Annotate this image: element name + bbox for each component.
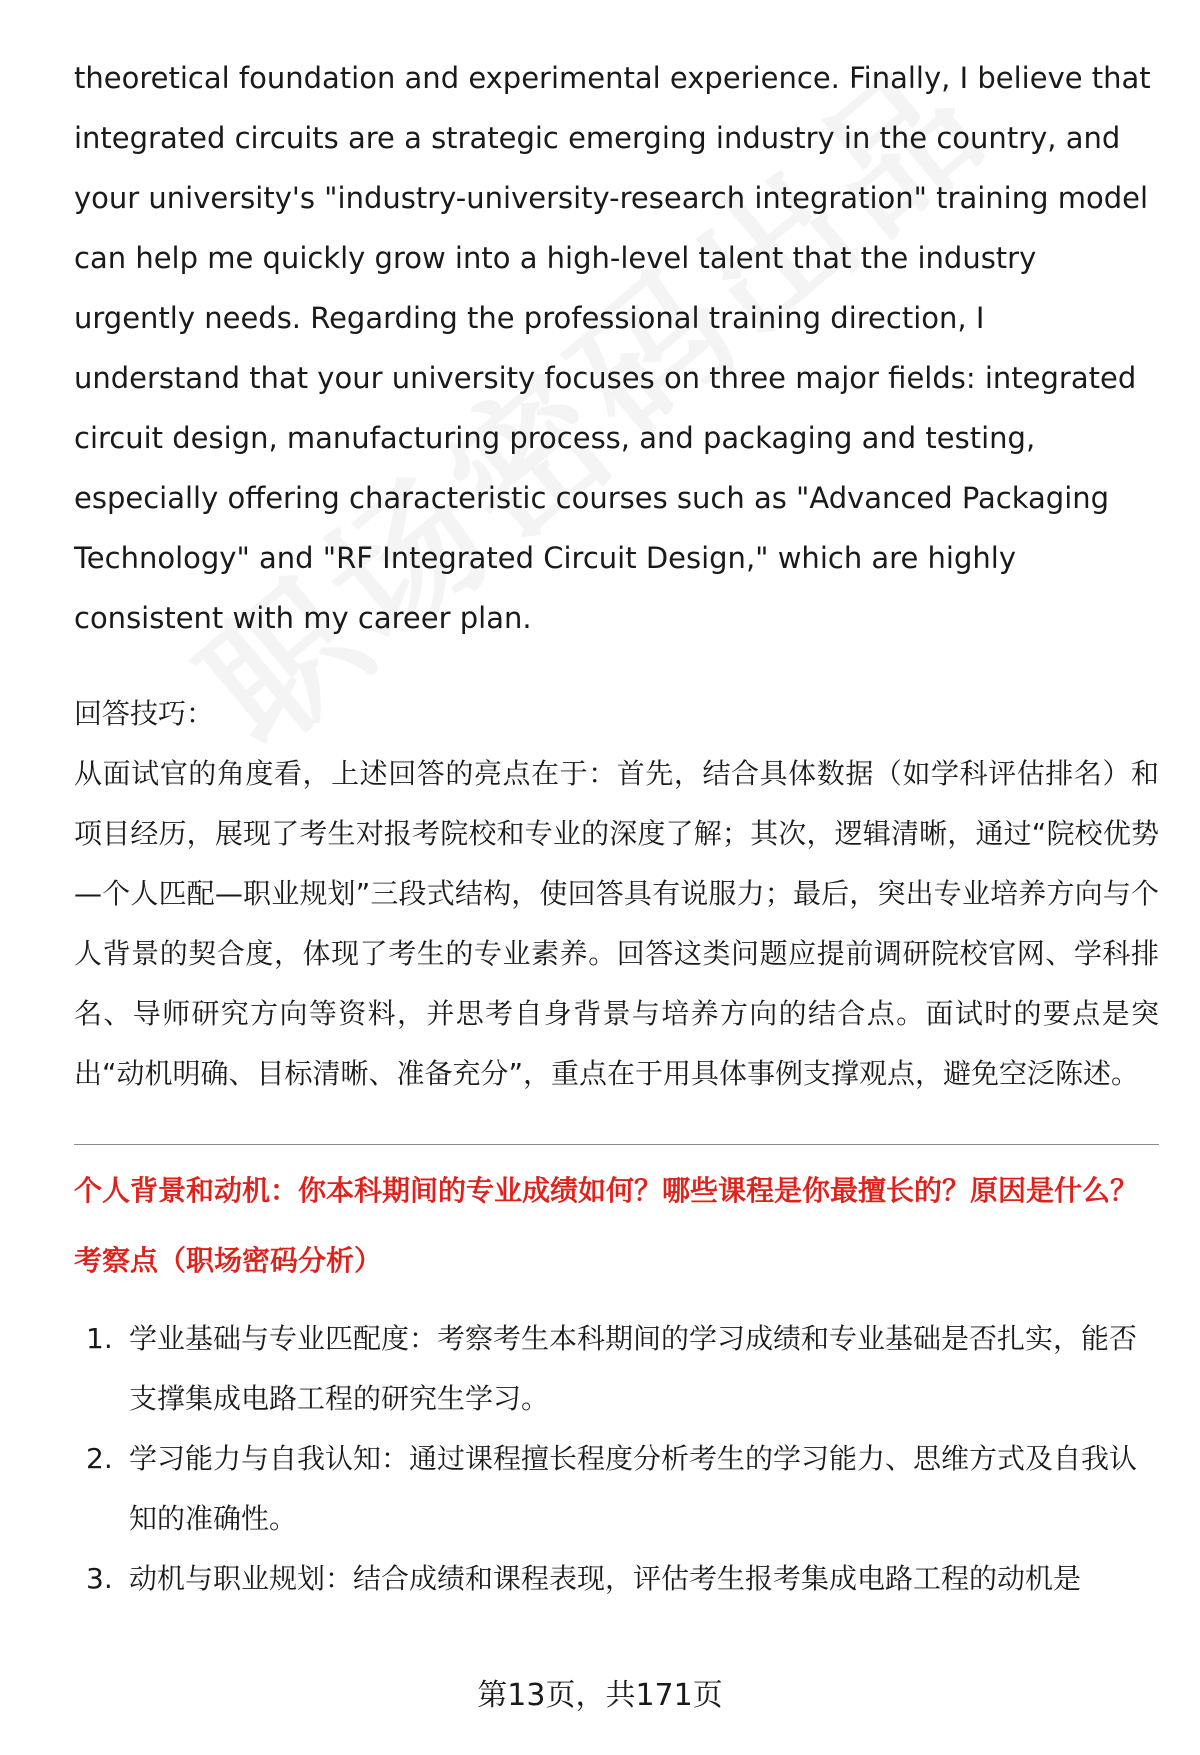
tips-paragraph: 从面试官的角度看，上述回答的亮点在于：首先，结合具体数据（如学科评估排名）和项目经历，展现了考生对报考院校和专业的深度了解；其次，逻辑清晰，通过“院校优势—个人匹配—职业规划”三段式结构，使回答具有说服力；最后，突出专业培养方向与个人背景的契合度，体现了考生的专业素养。回答这类问题应提前调研院校官网、学科排名、导师研究方向等资料，并思考自身背景与培养方向的结合点。面试时的要点是突出“动机明确、目标清晰、准备充分”，重点在于用具体事例支撑观点，避免空泛陈述。 (74, 757, 1159, 1090)
list-item (74, 1549, 1159, 1609)
section-divider (74, 1144, 1159, 1145)
list-item-text: 学业基础与专业匹配度：考察考生本科期间的学习成绩和专业基础是否扎实，能否支撑集成电路工程的研究生学习。 (129, 1322, 1138, 1415)
question-heading: 个人背景和动机：你本科期间的专业成绩如何？哪些课程是你最擅长的？原因是什么？ (74, 1174, 1139, 1207)
english-answer-paragraph: theoretical foundation and experimental experience. Finally, I believe that integrated circuits are a strategic emerging industry in the country, and your university's "industry-university-research integration" training model can help me quickly grow into a high-level talent that the industry urgently needs. Regarding the professional training direction, I understand that your university focuses on three major fields: integrated circuit design, manufacturing process, and packaging and testing, especially offering characteristic courses such as "Advanced Packaging Technology" and "RF Integrated Circuit Design," which are highly consistent with my career plan. (74, 61, 1151, 635)
list-item (74, 1309, 1159, 1429)
list-item (74, 1429, 1159, 1549)
list-item-number: 1. (86, 1322, 113, 1355)
analysis-section-title: 考察点（职场密码分析） (74, 1244, 383, 1277)
list-item-number: 2. (86, 1442, 113, 1475)
analysis-points-list (74, 1309, 1159, 1609)
page-number-footer: 第13页，共171页 (477, 1678, 723, 1713)
list-item-number: 3. (86, 1562, 113, 1595)
list-item-text: 动机与职业规划：结合成绩和课程表现，评估考生报考集成电路工程的动机是 (129, 1562, 1082, 1595)
tips-label: 回答技巧： (74, 697, 215, 730)
page-content (74, 48, 1159, 1609)
list-item-text: 学习能力与自我认知：通过课程擅长程度分析考生的学习能力、思维方式及自我认知的准确性。 (129, 1442, 1138, 1535)
